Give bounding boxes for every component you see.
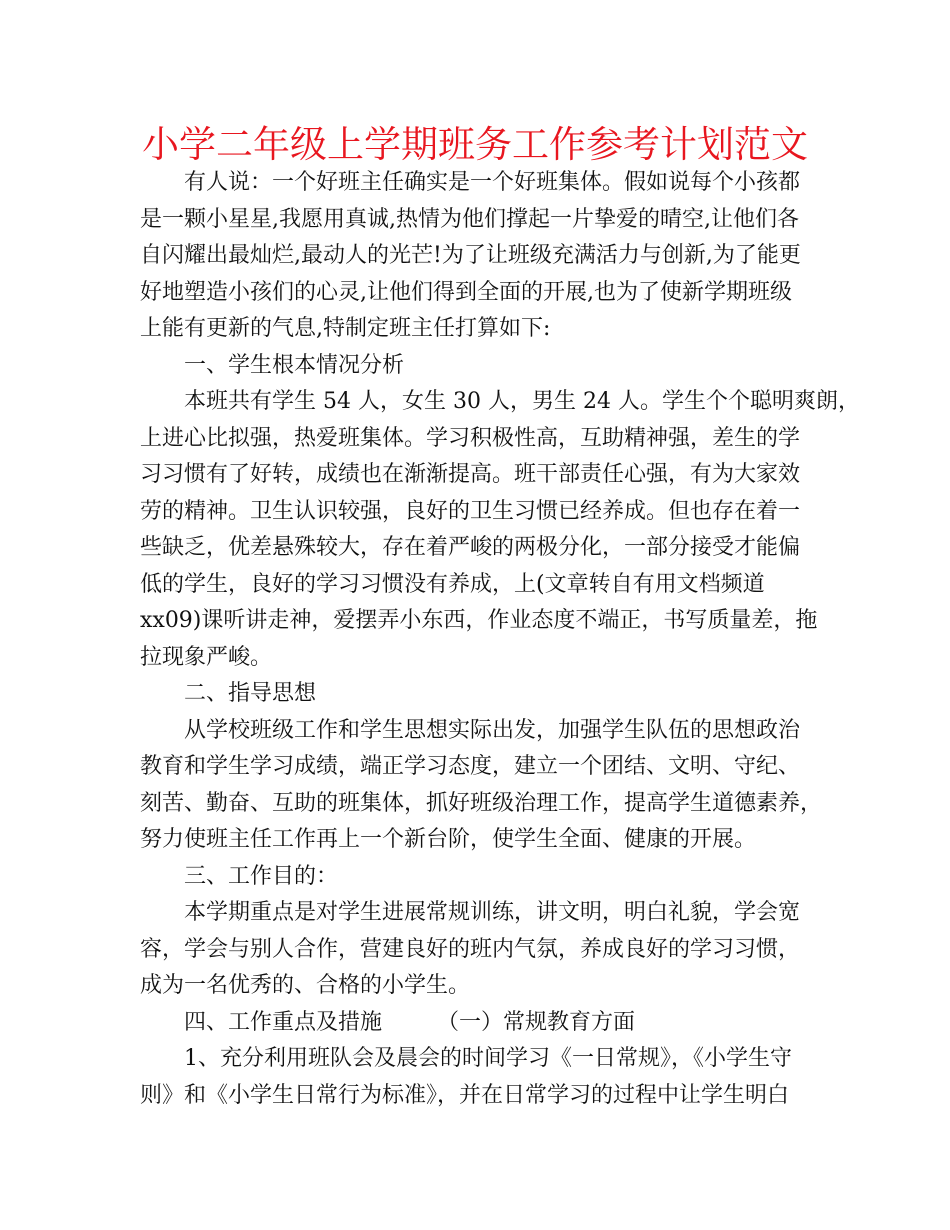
text-line: xx09)课听讲走神，爱摆弄小东西，作业态度不端正，书写质量差，拖	[140, 608, 818, 633]
document-body	[140, 165, 860, 1114]
text-line: 习习惯有了好转，成绩也在渐渐提高。班干部责任心强，有为大家效	[140, 462, 801, 487]
text-line: 自闪耀出最灿烂,最动人的光芒!为了让班级充满活力与创新,为了能更	[140, 243, 801, 268]
text-line: 刻苦、勤奋、互助的班集体，抓好班级治理工作，提高学生道德素养，	[140, 790, 823, 816]
text-line: 从学校班级工作和学生思想实际出发，加强学生队伍的思想政治	[184, 717, 801, 743]
text-line: 一、学生根本情况分析	[184, 352, 405, 378]
text-line: 有人说：一个好班主任确实是一个好班集体。假如说每个小孩都	[184, 170, 801, 195]
text-line: 上能有更新的气息,特制定班主任打算如下:	[140, 316, 551, 341]
text-line: 则》和《小学生日常行为标准》，并在日常学习的过程中让学生明白	[140, 1082, 790, 1108]
text-line: 1、充分利用班队会及晨会的时间学习《一日常规》，《小学生守	[184, 1046, 792, 1071]
text-line: 些缺乏，优差悬殊较大，存在着严峻的两极分化，一部分接受才能偏	[140, 535, 801, 560]
text-line: 教育和学生学习成绩，端正学习态度，建立一个团结、文明、守纪、	[140, 754, 801, 779]
text-line: 成为一名优秀的、合格的小学生。	[140, 973, 471, 998]
document-title: 小学二年级上学期班务工作参考计划范文	[142, 123, 808, 166]
text-line: 是一颗小星星,我愿用真诚,热情为他们撑起一片挚爱的晴空,让他们各	[140, 206, 799, 232]
text-line: 本班共有学生 54 人，女生 30 人，男生 24 人。学生个个聪明爽朗，	[184, 389, 860, 414]
text-line: 好地塑造小孩们的心灵,让他们得到全面的开展,也为了使新学期班级	[140, 279, 792, 305]
text-line: 上进心比拟强，热爱班集体。学习积极性高，互助精神强，差生的学	[140, 425, 801, 451]
text-line: 劳的精神。卫生认识较强，良好的卫生习惯已经养成。但也存在着一	[140, 498, 801, 524]
text-line: 本学期重点是对学生进展常规训练，讲文明，明白礼貌，学会宽	[184, 900, 801, 925]
text-line: 努力使班主任工作再上一个新台阶，使学生全面、健康的开展。	[140, 827, 757, 852]
text-line: 三、工作目的：	[184, 863, 339, 889]
text-line: 拉现象严峻。	[140, 644, 273, 670]
text-line: 四、工作重点及措施 （一）常规教育方面	[184, 1009, 636, 1035]
text-line: 二、指导思想	[184, 681, 317, 706]
text-line: 容，学会与别人合作，营建良好的班内气氛，养成良好的学习习惯，	[140, 936, 801, 962]
text-line: 低的学生，良好的学习习惯没有养成，上(文章转自有用文档频道	[140, 571, 765, 597]
